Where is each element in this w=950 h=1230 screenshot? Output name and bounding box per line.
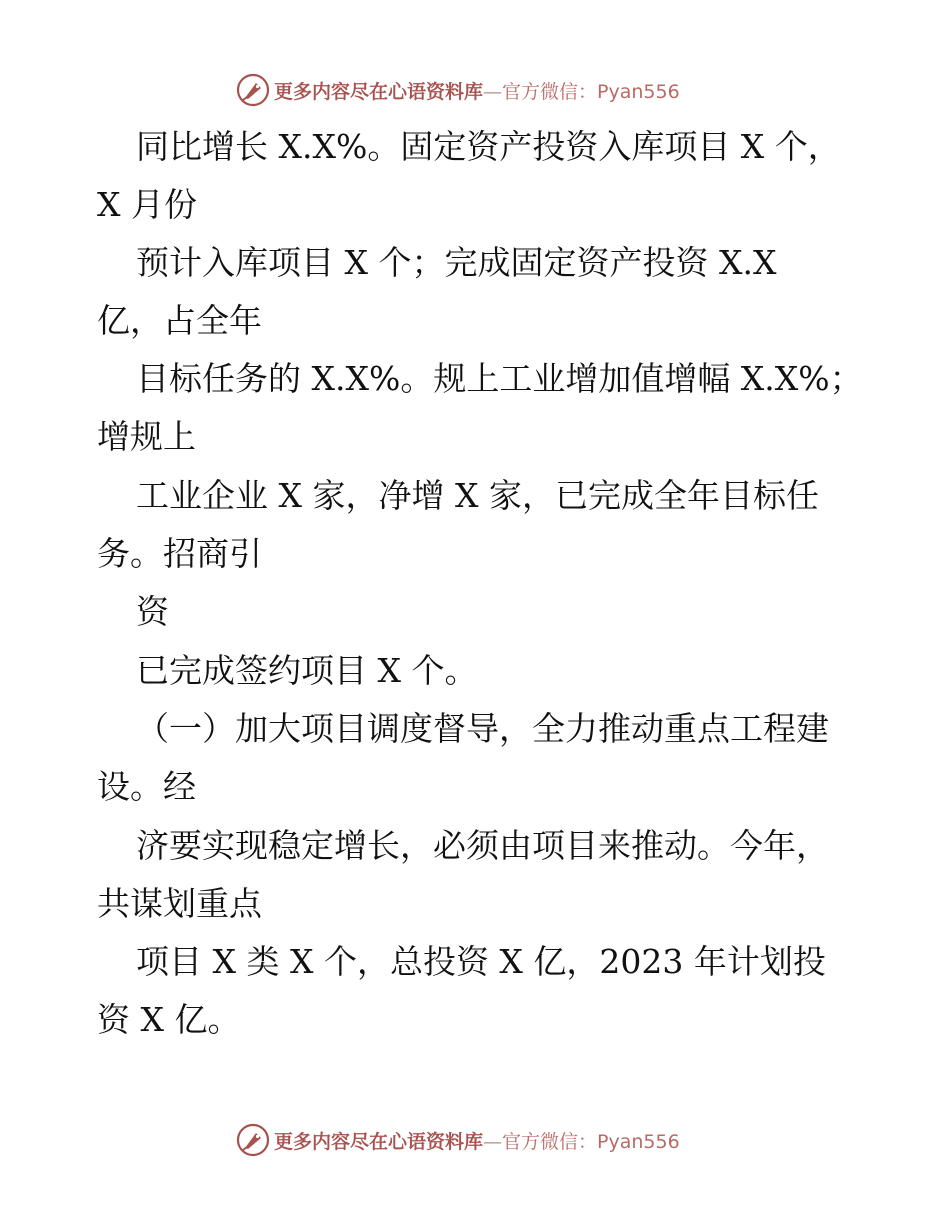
text-line: 共谋划重点	[97, 884, 262, 923]
text-line: 亿，占全年	[97, 301, 262, 340]
watermark-lead: 更多内容尽在心语资料库	[274, 80, 484, 103]
text-line: 设。经	[97, 767, 196, 806]
text-line: 资	[136, 592, 169, 631]
watermark-tail: 官方微信：	[502, 1130, 598, 1153]
text-line: 预计入库项目 X 个；完成固定资产投资 X.X	[136, 243, 777, 282]
watermark-text	[274, 77, 680, 104]
watermark-tail: 官方微信：	[502, 80, 598, 103]
watermark-lead: 更多内容尽在心语资料库	[274, 1130, 484, 1153]
text-line: 资 X 亿。	[97, 1000, 241, 1039]
text-line: 工业企业 X 家，净增 X 家，已完成全年目标任	[136, 476, 819, 515]
text-line: 务。招商引	[97, 534, 262, 573]
header-watermark	[236, 73, 680, 107]
watermark-dash: —	[483, 80, 503, 103]
text-line: 同比增长 X.X%。固定资产投资入库项目 X 个，	[136, 127, 841, 166]
watermark-code: Pyan556	[597, 1130, 680, 1153]
pen-nib-logo-icon	[236, 73, 270, 107]
section-heading: （一）加大项目调度督导，全力推动重点工程建	[136, 709, 829, 748]
watermark-code: Pyan556	[597, 80, 680, 103]
text-line: 目标任务的 X.X%。规上工业增加值增幅 X.X%；	[136, 359, 863, 398]
text-line: 济要实现稳定增长，必须由项目来推动。今年，	[136, 826, 829, 865]
watermark-text	[274, 1127, 680, 1154]
text-line: 项目 X 类 X 个，总投资 X 亿，2023 年计划投	[136, 942, 826, 981]
pen-nib-logo-icon	[236, 1123, 270, 1157]
text-line: 增规上	[97, 417, 196, 456]
text-line: X 月份	[97, 185, 197, 224]
watermark-dash: —	[483, 1130, 503, 1153]
footer-watermark	[236, 1123, 680, 1157]
text-line: 已完成签约项目 X 个。	[136, 651, 478, 690]
